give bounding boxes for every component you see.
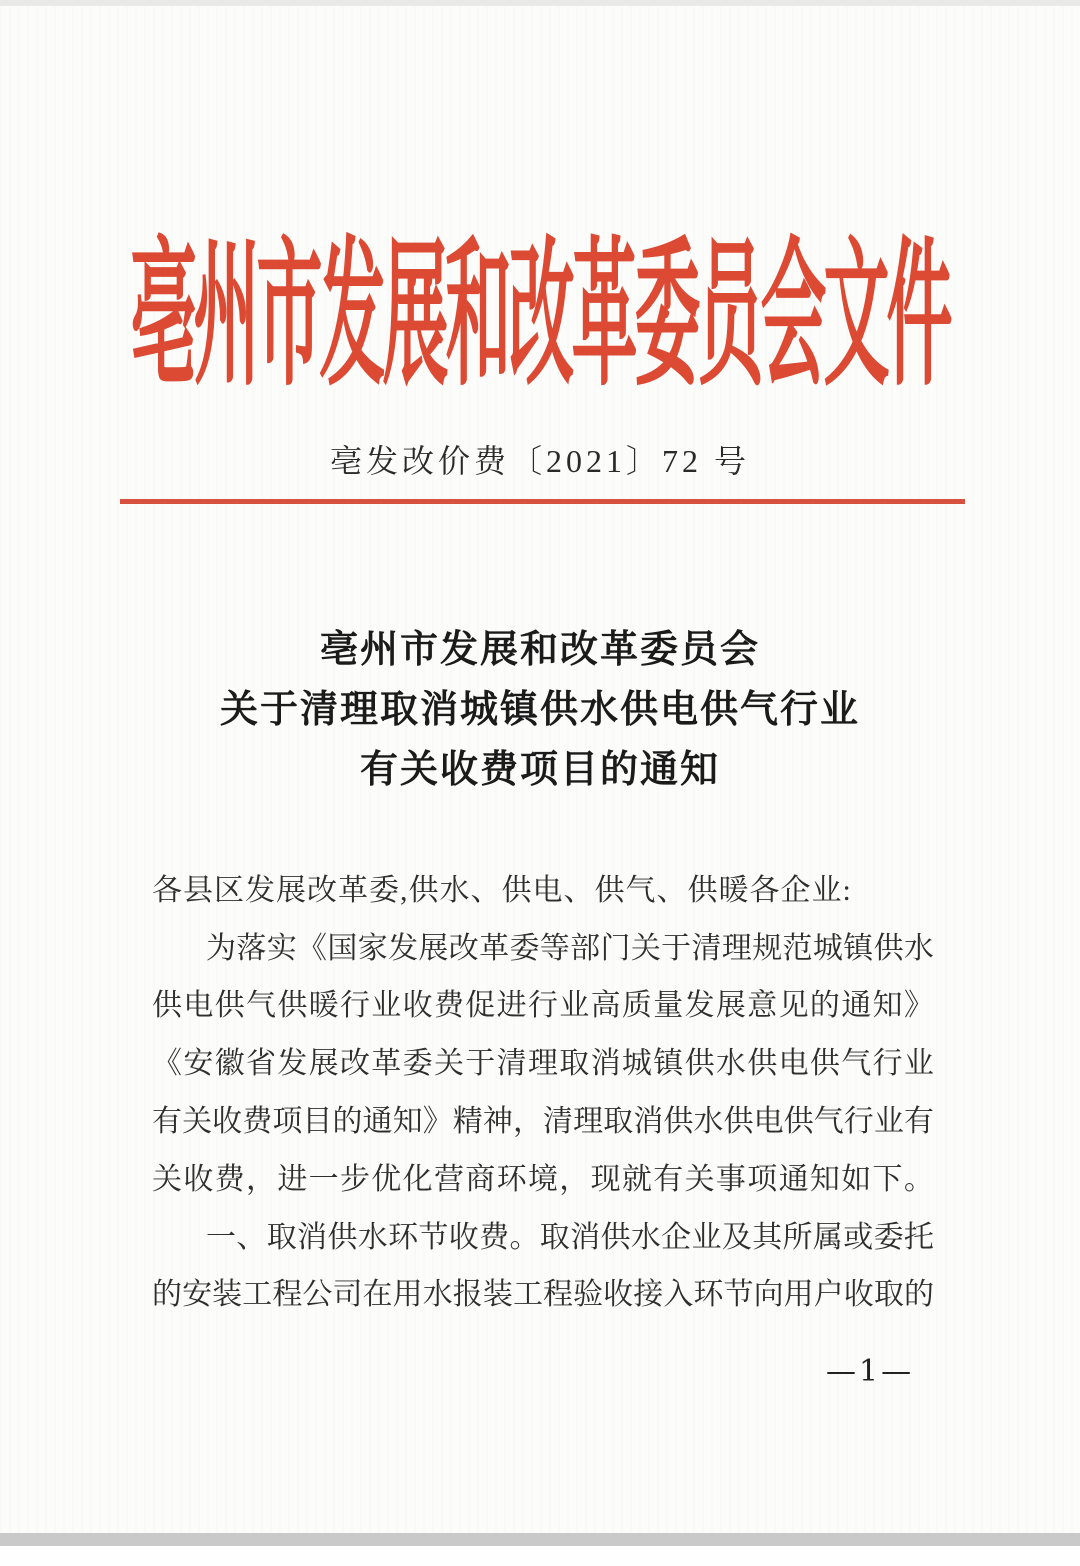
scan-edge-below xyxy=(0,1546,1080,1566)
body-line: 关 收 费 ， 进 一 步 优 化 营 商 环 境 ， 现 就 有 关 事 项 通 知 如 下 。 xyxy=(152,1162,934,1196)
body-line: 《 安 徽 省 发 展 改 革 委 关 于 清 理 取 消 城 镇 供 水 供 电 供 气 行 业 xyxy=(152,1047,934,1081)
document-title xyxy=(0,620,1080,800)
document-title-line-1: 亳州市发展和改革委员会 xyxy=(319,629,760,671)
red-divider-line xyxy=(120,499,965,504)
document-title-line-3: 有关收费项目的通知 xyxy=(359,749,720,791)
document-title-line-2: 关于清理取消城镇供水供电供气行业 xyxy=(219,689,860,731)
scan-edge-band xyxy=(0,1533,1080,1546)
document-body xyxy=(152,858,934,1320)
body-line-salutation: 各县区发展改革委,供水、供电、供气、供暖各企业: xyxy=(152,873,852,907)
body-line: 供 电 供 气 供 暖 行 业 收 费 促 进 行 业 高 质 量 发 展 意 见 的 通 知 》 xyxy=(152,989,934,1023)
body-line: 一 、 取 消 供 水 环 节 收 费 。 取 消 供 水 企 业 及 其 所 属 或 委 托 xyxy=(206,1220,934,1254)
doc-number: 亳发改价费〔2021〕72 号 xyxy=(329,443,750,479)
body-line: 的 安 装 工 程 公 司 在 用 水 报 装 工 程 验 收 接 入 环 节 向 用 户 收 取 的 xyxy=(152,1278,934,1312)
body-line: 为 落 实 《 国 家 发 展 改 革 委 等 部 门 关 于 清 理 规 范 城 镇 供 水 xyxy=(206,931,934,965)
agency-banner-title: 亳州市发展和改革委员会文件 xyxy=(130,229,950,407)
body-line: 有 关 收 费 项 目 的 通 知 》 精 神 ， 清 理 取 消 供 水 供 电 供 气 行 业 有 xyxy=(152,1105,934,1139)
page-number: —1— xyxy=(826,1354,915,1389)
scan-edge-top xyxy=(0,0,1080,6)
